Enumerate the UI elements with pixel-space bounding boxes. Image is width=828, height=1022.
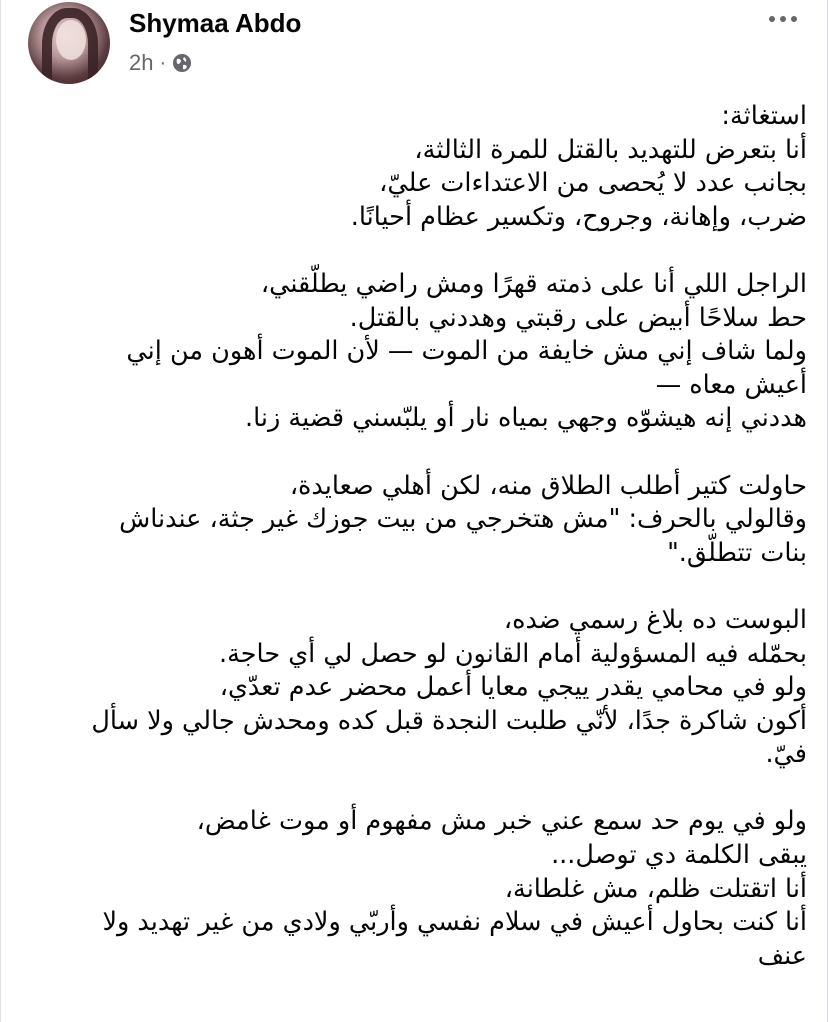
avatar-face [56,20,86,60]
text-line: بنات تتطلّق." [667,537,807,568]
post-header [1,0,828,90]
text-line: أعيش معاه — [655,369,807,400]
text-line: أنا كنت بحاول أعيش في سلام نفسي وأربّي ولادي من غير تهديد ولا [102,907,807,938]
text-line: فيّ. [765,739,807,770]
avatar[interactable] [28,2,110,84]
text-line: حاولت كتير أطلب الطلاق منه، لكن أهلي صعايدة، [289,470,807,501]
paragraph-5 [21,805,807,973]
text-line: بحمّله فيه المسؤولية أمام القانون لو حصل لي أي حاجة. [219,638,807,669]
text-line: بجانب عدد لا يُحصى من الاعتداءات عليّ، [379,168,807,199]
text-line: ولو في محامي يقدر ييجي معايا أعمل محضر عدم تعدّي، [219,672,807,703]
post-timestamp[interactable]: 2h [129,50,154,75]
paragraph-1 [21,100,807,234]
text-line: حط سلاحًا أبيض على رقبتي وهددني بالقتل. [349,302,807,333]
text-line: يبقى الكلمة دي توصل... [551,840,807,871]
text-line: ولما شاف إني مش خايفة من الموت — لأن الموت أهون من إني [126,336,807,367]
text-line: أنا بتعرض للتهديد بالقتل للمرة الثالثة، [414,134,807,165]
author-name[interactable]: Shymaa Abdo [129,8,302,38]
text-line: أنا اتقتلت ظلم، مش غلطانة، [504,873,807,904]
text-line: ولو في يوم حد سمع عني خبر مش مفهوم أو موت غامض، [196,806,807,837]
text-line: البوست ده بلاغ رسمي ضده، [503,604,807,635]
text-line: الراجل اللي أنا على ذمته قهرًا ومش راضي يطلّقني، [260,268,807,299]
text-line: استغاثة: [721,101,807,131]
post-meta [129,50,192,76]
post-content [21,100,807,1007]
globe-icon[interactable] [172,53,192,73]
paragraph-4 [21,604,807,772]
text-line: ضرب، وإهانة، وجروح، وتكسير عظام أحيانًا. [350,201,807,232]
text-line: عنف [757,940,807,971]
text-line: أكون شاكرة جدًا، لأنّي طلبت النجدة قبل كده ومحدش جالي ولا سأل [91,705,807,736]
more-options-icon[interactable] [761,4,805,34]
meta-separator: · [159,51,167,74]
text-line: هددني إنه هيشوّه وجهي بمياه نار أو يلبّسني قضية زنا. [245,403,807,434]
paragraph-3 [21,470,807,571]
text-line: وقالولي بالحرف: "مش هتخرجي من بيت جوزك غير جثة، عندناش [119,504,807,535]
paragraph-2 [21,268,807,436]
